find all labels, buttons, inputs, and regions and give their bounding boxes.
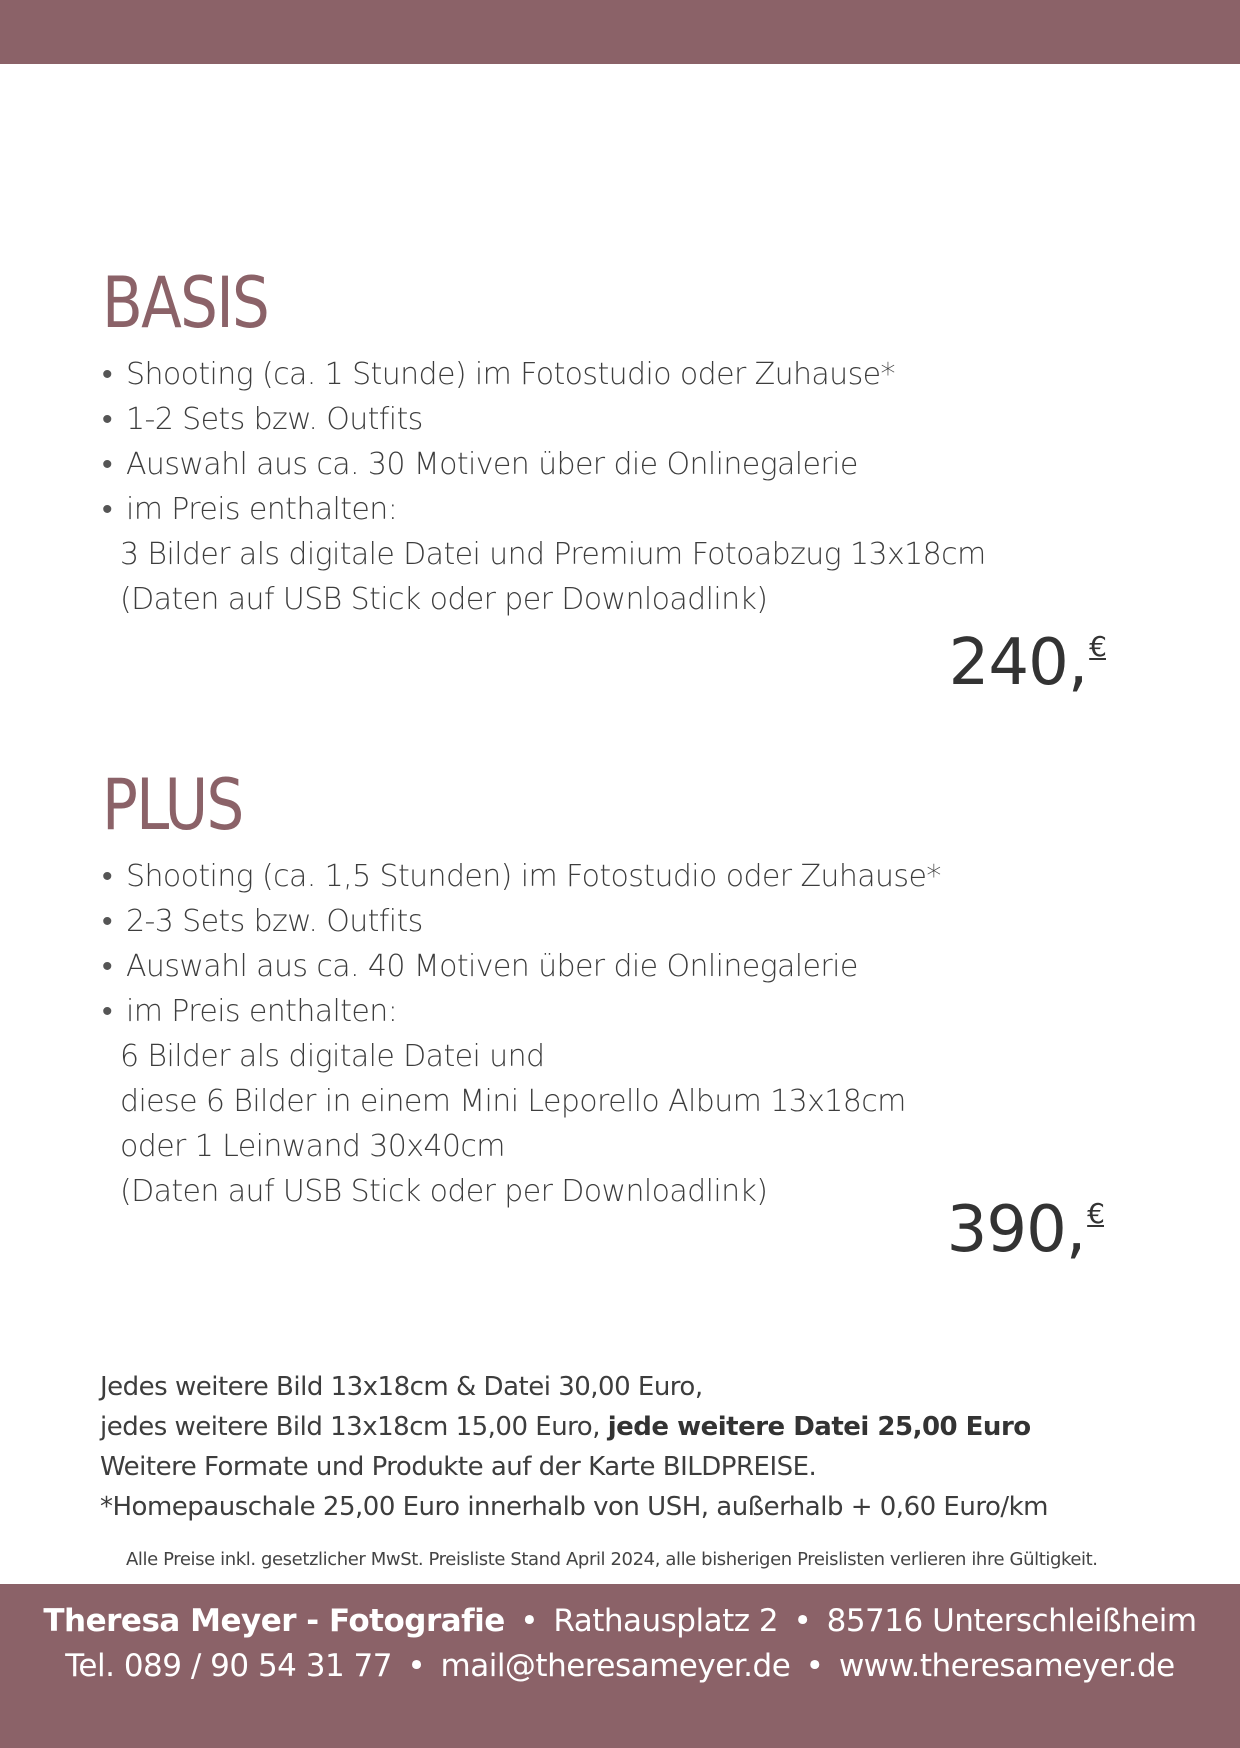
- feature-item: [102, 397, 1102, 442]
- feature-text: Auswahl aus ca. 40 Motiven über die Onlinegalerie: [126, 949, 858, 984]
- package-features: [102, 854, 1102, 1214]
- footer-contact: [0, 1584, 1240, 1748]
- feature-item: [102, 442, 1102, 487]
- feature-text: 1-2 Sets bzw. Outfits: [126, 402, 423, 437]
- separator-dot: •: [793, 1603, 812, 1639]
- separator-dot: •: [520, 1603, 538, 1639]
- euro-sign: €: [1089, 630, 1106, 663]
- included-detail: (Daten auf USB Stick oder per Downloadlink): [120, 582, 768, 617]
- bullet-icon: •: [102, 859, 112, 894]
- city-address: 85716 Unterschleißheim: [826, 1603, 1197, 1639]
- package-title: PLUS: [102, 764, 243, 846]
- note-line: [100, 1407, 1160, 1447]
- price-amount: 390,: [946, 1193, 1086, 1267]
- package-title: BASIS: [102, 262, 269, 344]
- feature-item: [102, 989, 1102, 1034]
- package-features: [102, 352, 1102, 622]
- included-detail: (Daten auf USB Stick oder per Downloadlink): [120, 1174, 768, 1209]
- feature-item: [102, 899, 1102, 944]
- bullet-icon: •: [102, 357, 112, 392]
- additional-pricing-notes: [100, 1367, 1160, 1527]
- price-plus: [947, 1179, 1104, 1265]
- euro-sign: €: [1087, 1197, 1104, 1230]
- street-address: Rathausplatz 2: [553, 1603, 779, 1639]
- brand-name: Theresa Meyer - Fotografie: [43, 1603, 505, 1639]
- top-color-band: [0, 0, 1240, 64]
- feature-text: 2-3 Sets bzw. Outfits: [126, 904, 423, 939]
- feature-item: [102, 854, 1102, 899]
- feature-text: im Preis enthalten:: [126, 994, 398, 1029]
- note-line: Jedes weitere Bild 13x18cm & Datei 30,00 Euro,: [100, 1372, 703, 1402]
- package-basis: [102, 262, 1102, 622]
- note-emphasis: jede weitere Datei 25,00 Euro: [607, 1412, 1031, 1442]
- feature-text: Shooting (ca. 1 Stunde) im Fotostudio oder Zuhause*: [126, 357, 895, 392]
- included-detail: 3 Bilder als digitale Datei und Premium Fotoabzug 13x18cm: [120, 537, 986, 572]
- footer-contact-line: [0, 1644, 1240, 1689]
- feature-item: [102, 487, 1102, 532]
- feature-text: Shooting (ca. 1,5 Stunden) im Fotostudio oder Zuhause*: [126, 859, 941, 894]
- bullet-icon: •: [102, 994, 112, 1029]
- note-line: Weitere Formate und Produkte auf der Karte BILDPREISE.: [100, 1452, 817, 1482]
- feature-item: [102, 944, 1102, 989]
- feature-item: [102, 352, 1102, 397]
- price-amount: 240,: [948, 626, 1088, 700]
- bullet-icon: •: [102, 949, 112, 984]
- bullet-icon: •: [102, 447, 112, 482]
- separator-dot: •: [805, 1648, 824, 1684]
- included-detail: 6 Bilder als digitale Datei und: [120, 1039, 545, 1074]
- bullet-icon: •: [102, 492, 112, 527]
- price-basis: [949, 612, 1106, 698]
- note-text: jedes weitere Bild 13x18cm 15,00 Euro,: [100, 1412, 608, 1442]
- website-link[interactable]: www.theresameyer.de: [838, 1648, 1175, 1684]
- email-link[interactable]: mail@theresameyer.de: [440, 1648, 791, 1684]
- phone-number: Tel. 089 / 90 54 31 77: [65, 1648, 392, 1684]
- note-line: *Homepauschale 25,00 Euro innerhalb von USH, außerhalb + 0,60 Euro/km: [100, 1492, 1048, 1522]
- feature-text: im Preis enthalten:: [126, 492, 398, 527]
- footer-address-line: [0, 1599, 1240, 1644]
- separator-dot: •: [407, 1648, 426, 1684]
- bullet-icon: •: [102, 904, 112, 939]
- included-detail: oder 1 Leinwand 30x40cm: [120, 1129, 505, 1164]
- price-disclaimer: Alle Preise inkl. gesetzlicher MwSt. Preisliste Stand April 2024, alle bisherigen Preislisten verlieren ihre Gültigkeit.: [126, 1549, 1098, 1570]
- feature-text: Auswahl aus ca. 30 Motiven über die Onlinegalerie: [126, 447, 858, 482]
- included-detail: diese 6 Bilder in einem Mini Leporello Album 13x18cm: [120, 1084, 906, 1119]
- package-plus: [102, 764, 1102, 1214]
- bullet-icon: •: [102, 402, 112, 437]
